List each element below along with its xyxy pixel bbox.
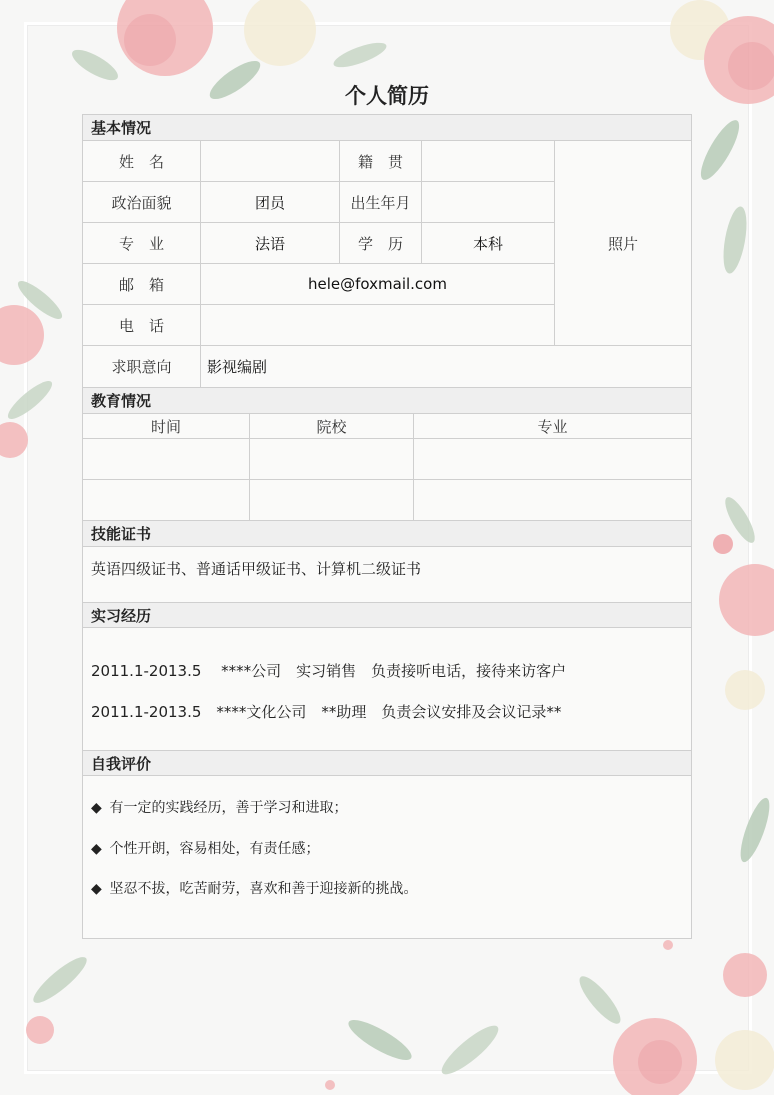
diamond-bullet-icon: ◆ <box>91 881 102 897</box>
section-basic-header: 基本情况 <box>83 115 691 141</box>
origin-value <box>422 141 555 182</box>
political-label: 政治面貌 <box>83 182 201 223</box>
resume-sheet <box>82 114 692 939</box>
birth-label: 出生年月 <box>340 182 422 223</box>
self-eval-item-3: 坚忍不拔，吃苦耐劳，喜欢和善于迎接新的挑战。 <box>109 881 418 897</box>
section-skills-header: 技能证书 <box>83 521 691 547</box>
email-label: 邮 箱 <box>83 264 201 305</box>
section-internship-header: 实习经历 <box>83 602 691 628</box>
diamond-bullet-icon: ◆ <box>91 841 102 857</box>
name-value <box>201 141 340 182</box>
phone-label: 电 话 <box>83 305 201 346</box>
self-eval-item-1: 有一定的实践经历，善于学习和进取； <box>109 800 348 816</box>
list-item <box>91 797 347 817</box>
section-education-header: 教育情况 <box>83 388 691 414</box>
photo-placeholder: 照片 <box>555 141 691 346</box>
table-row <box>83 439 250 480</box>
name-label: 姓 名 <box>83 141 201 182</box>
internship-line-1: 2011.1-2013.5 ****公司 实习销售 负责接听电话，接待来访客户 <box>91 662 567 680</box>
diamond-bullet-icon: ◆ <box>91 800 102 816</box>
internship-line-2: 2011.1-2013.5 ****文化公司 **助理 负责会议安排及会议记录** <box>91 703 562 721</box>
edu-col-major: 专业 <box>414 414 691 439</box>
intent-value: 影视编剧 <box>201 346 691 388</box>
page-title: 个人简历 <box>345 83 429 108</box>
edu-col-school: 院校 <box>250 414 414 439</box>
phone-value <box>201 305 555 346</box>
list-item <box>91 878 417 898</box>
table-row <box>414 480 691 521</box>
table-row <box>250 439 414 480</box>
table-row <box>250 480 414 521</box>
section-self-eval-header: 自我评价 <box>83 750 691 776</box>
list-item <box>91 838 319 858</box>
table-row <box>83 480 250 521</box>
intent-label: 求职意向 <box>83 346 201 388</box>
table-row <box>414 439 691 480</box>
self-eval-item-2: 个性开朗，容易相处，有责任感； <box>109 841 320 857</box>
degree-value: 本科 <box>422 223 555 264</box>
birth-value <box>422 182 555 223</box>
skills-text: 英语四级证书、普通话甲级证书、计算机二级证书 <box>91 560 422 578</box>
degree-label: 学 历 <box>340 223 422 264</box>
edu-col-time: 时间 <box>83 414 250 439</box>
major-label: 专 业 <box>83 223 201 264</box>
major-value: 法语 <box>201 223 340 264</box>
origin-label: 籍 贯 <box>340 141 422 182</box>
email-value: hele@foxmail.com <box>201 264 555 305</box>
political-value: 团员 <box>201 182 340 223</box>
